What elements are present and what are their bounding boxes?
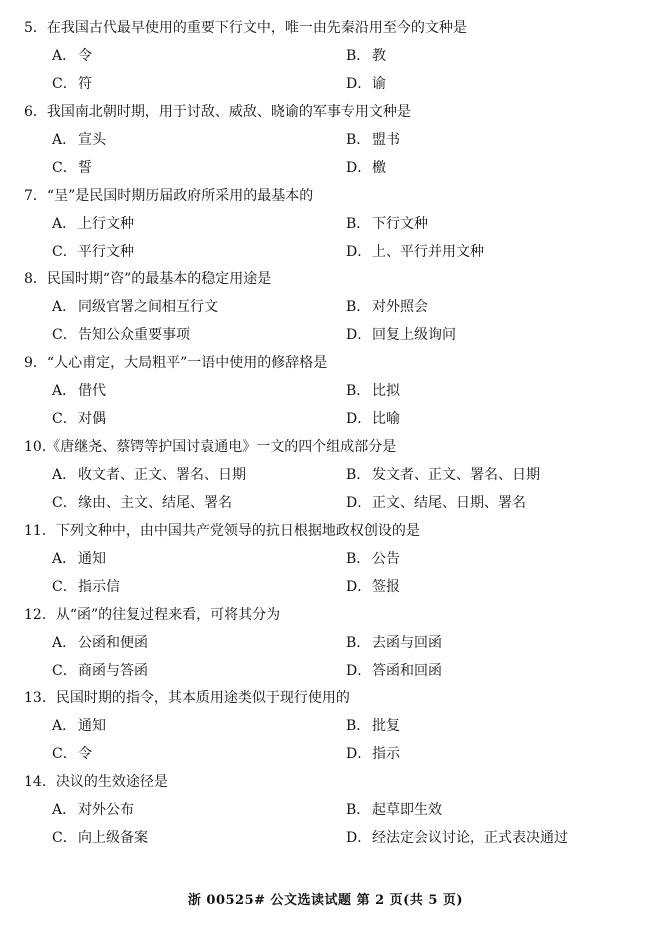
answer-option: [52, 801, 134, 819]
option-letter: B．: [346, 48, 371, 64]
option-letter: D．: [346, 663, 372, 679]
question-stem: 10.《唐继尧、蔡锷等护国讨袁通电》一文的四个组成部分是: [24, 439, 397, 455]
option-text: 正文、结尾、日期、署名: [372, 495, 526, 511]
question-item: [0, 522, 651, 606]
answer-option: [346, 410, 400, 428]
question-item: [0, 270, 651, 354]
question-stem: 8．民国时期“咨”的最基本的稳定用途是: [24, 271, 272, 287]
option-text: 发文者、正文、署名、日期: [372, 467, 540, 483]
option-letter: A．: [52, 216, 77, 232]
answer-option: [52, 215, 134, 233]
answer-option: [52, 326, 190, 344]
option-text: 经法定会议讨论，正式表决通过: [372, 830, 568, 846]
option-letter: C．: [52, 663, 77, 679]
answer-option: [52, 410, 106, 428]
option-text: 缘由、主文、结尾、署名: [78, 495, 232, 511]
option-letter: B．: [346, 635, 371, 651]
option-text: 宣头: [78, 132, 106, 148]
answer-option: [346, 466, 540, 484]
option-letter: B．: [346, 132, 371, 148]
answer-option: [52, 494, 232, 512]
option-text: 收文者、正文、署名、日期: [78, 467, 246, 483]
option-text: 令: [78, 746, 92, 762]
option-text: 比拟: [372, 383, 400, 399]
option-text: 令: [78, 48, 92, 64]
question-item: [0, 689, 651, 773]
option-letter: A．: [52, 299, 77, 315]
option-letter: A．: [52, 635, 77, 651]
option-text: 通知: [78, 551, 106, 567]
option-text: 去函与回函: [372, 635, 442, 651]
answer-option: [52, 75, 92, 93]
option-letter: B．: [346, 802, 371, 818]
option-text: 教: [372, 48, 386, 64]
question-item: [0, 187, 651, 271]
option-letter: B．: [346, 718, 371, 734]
option-letter: B．: [346, 383, 371, 399]
question-stem: 6．我国南北朝时期，用于讨敌、威敌、晓谕的军事专用文种是: [24, 104, 411, 120]
option-letter: C．: [52, 244, 77, 260]
answer-option: [346, 829, 568, 847]
option-text: 向上级备案: [78, 830, 148, 846]
answer-option: [346, 243, 484, 261]
question-stem: 7．“呈”是民国时期历届政府所采用的最基本的: [24, 188, 314, 204]
option-text: 比喻: [372, 411, 400, 427]
answer-option: [52, 298, 218, 316]
answer-option: [346, 550, 400, 568]
option-letter: C．: [52, 746, 77, 762]
option-letter: A．: [52, 48, 77, 64]
option-text: 公函和便函: [78, 635, 148, 651]
option-letter: B．: [346, 467, 371, 483]
option-text: 上、平行并用文种: [372, 244, 484, 260]
option-text: 同级官署之间相互行文: [78, 299, 218, 315]
answer-option: [52, 243, 134, 261]
option-letter: D．: [346, 746, 372, 762]
option-text: 对外照会: [372, 299, 428, 315]
option-text: 告知公众重要事项: [78, 327, 190, 343]
option-text: 回复上级询问: [372, 327, 456, 343]
answer-option: [346, 494, 526, 512]
option-text: 谕: [372, 76, 386, 92]
option-text: 符: [78, 76, 92, 92]
option-letter: D．: [346, 160, 372, 176]
option-text: 通知: [78, 718, 106, 734]
option-letter: D．: [346, 244, 372, 260]
option-letter: D．: [346, 411, 372, 427]
answer-option: [52, 578, 120, 596]
question-item: [0, 438, 651, 522]
option-text: 商函与答函: [78, 663, 148, 679]
page-footer: 浙 00525# 公文选读试题 第 2 页(共 5 页): [187, 893, 464, 908]
question-item: [0, 773, 651, 857]
question-item: [0, 354, 651, 438]
option-letter: D．: [346, 327, 372, 343]
answer-option: [52, 159, 92, 177]
answer-option: [346, 634, 442, 652]
option-text: 公告: [372, 551, 400, 567]
option-text: 誓: [78, 160, 92, 176]
option-letter: A．: [52, 802, 77, 818]
answer-option: [346, 326, 456, 344]
question-stem: 13．民国时期的指令，其本质用途类似于现行使用的: [24, 690, 350, 706]
option-text: 借代: [78, 383, 106, 399]
option-text: 答函和回函: [372, 663, 442, 679]
answer-option: [346, 662, 442, 680]
option-letter: C．: [52, 160, 77, 176]
question-item: [0, 103, 651, 187]
option-text: 指示: [372, 746, 400, 762]
answer-option: [52, 634, 148, 652]
answer-option: [346, 745, 400, 763]
question-stem: 11．下列文种中，由中国共产党领导的抗日根据地政权创设的是: [24, 523, 420, 539]
answer-option: [52, 382, 106, 400]
answer-option: [346, 578, 400, 596]
question-item: [0, 19, 651, 103]
option-letter: B．: [346, 299, 371, 315]
question-stem: 12．从“函”的往复过程来看，可将其分为: [24, 607, 281, 623]
answer-option: [52, 662, 148, 680]
option-letter: C．: [52, 411, 77, 427]
option-text: 批复: [372, 718, 400, 734]
question-stem: 14．决议的生效途径是: [24, 774, 168, 790]
option-text: 指示信: [78, 579, 120, 595]
question-stem: 5．在我国古代最早使用的重要下行文中，唯一由先秦沿用至今的文种是: [24, 20, 467, 36]
answer-option: [346, 75, 386, 93]
option-text: 平行文种: [78, 244, 134, 260]
answer-option: [346, 159, 386, 177]
answer-option: [346, 131, 400, 149]
option-letter: A．: [52, 132, 77, 148]
answer-option: [346, 717, 400, 735]
answer-option: [346, 215, 428, 233]
option-letter: C．: [52, 327, 77, 343]
option-letter: A．: [52, 718, 77, 734]
answer-option: [52, 829, 148, 847]
option-letter: D．: [346, 495, 372, 511]
answer-option: [346, 47, 386, 65]
option-text: 上行文种: [78, 216, 134, 232]
option-letter: D．: [346, 579, 372, 595]
option-text: 下行文种: [372, 216, 428, 232]
option-letter: A．: [52, 383, 77, 399]
option-letter: C．: [52, 830, 77, 846]
answer-option: [52, 466, 246, 484]
option-letter: C．: [52, 76, 77, 92]
option-text: 盟书: [372, 132, 400, 148]
answer-option: [52, 550, 106, 568]
option-text: 檄: [372, 160, 386, 176]
option-letter: A．: [52, 467, 77, 483]
question-item: [0, 606, 651, 690]
answer-option: [52, 131, 106, 149]
option-letter: B．: [346, 551, 371, 567]
option-text: 起草即生效: [372, 802, 442, 818]
answer-option: [346, 801, 442, 819]
option-letter: A．: [52, 551, 77, 567]
question-stem: 9．“人心甫定，大局粗平”一语中使用的修辞格是: [24, 355, 328, 371]
option-letter: D．: [346, 830, 372, 846]
answer-option: [346, 298, 428, 316]
option-letter: C．: [52, 495, 77, 511]
answer-option: [346, 382, 400, 400]
answer-option: [52, 717, 106, 735]
option-letter: D．: [346, 76, 372, 92]
option-letter: B．: [346, 216, 371, 232]
option-text: 对偶: [78, 411, 106, 427]
option-text: 签报: [372, 579, 400, 595]
answer-option: [52, 745, 92, 763]
answer-option: [52, 47, 92, 65]
option-text: 对外公布: [78, 802, 134, 818]
option-letter: C．: [52, 579, 77, 595]
